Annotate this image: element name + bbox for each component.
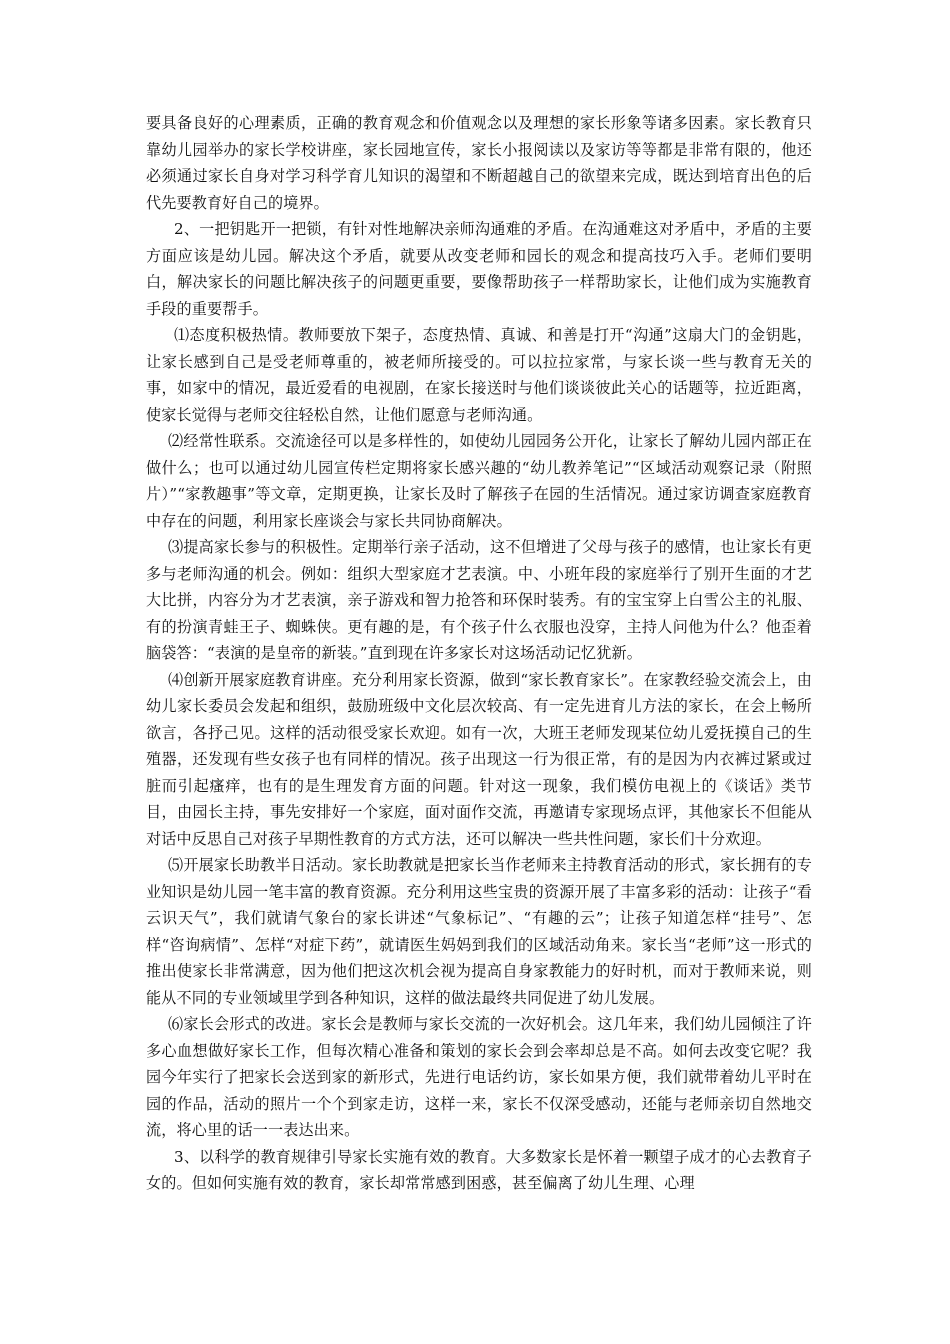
paragraph-item-6: ⑹家长会形式的改进。家长会是教师与家长交流的一次好机会。这几年来，我们幼儿园倾注了许多心血想做好家长工作，但每次精心准备和策划的家长会到会率却总是不高。如何去改变它呢？我园今年实行了把家长会送到家的新形式，先进行电话约访，家长如果方便，我们就带着幼儿平时在园的作品，活动的照片一个个到家走访，这样一来，家长不仅深受感动，还能与老师亲切自然地交流，将心里的话一一表达出来。 [146,1015,812,1139]
paragraph-item-2: ⑵经常性联系。交流途径可以是多样性的，如使幼儿园园务公开化，让家长了解幼儿园内部正在做什么；也可以通过幼儿园宣传栏定期将家长感兴趣的“幼儿教养笔记”“区域活动观察记录（附照片）”“家教趣事”等文章，定期更换，让家长及时了解孩子在园的生活情况。通过家访调查家庭教育中存在的问题，利用家长座谈会与家长共同协商解决。 [146,432,812,530]
paragraph-item-4: ⑷创新开展家庭教育讲座。充分利用家长资源，做到“家长教育家长”。在家教经验交流会上，由幼儿家长委员会发起和组织，鼓励班级中文化层次较高、有一定先进育儿方法的家长，在会上畅所欲言，各抒己见。这样的活动很受家长欢迎。如有一次，大班王老师发现某位幼儿爱抚摸自己的生殖器，还发现有些女孩子也有同样的情况。孩子出现这一行为很正常，有的是因为内衣裤过紧或过脏而引起瘙痒，也有的是生理发育方面的问题。针对这一现象，我们模仿电视上的《谈话》类节目，由园长主持，事先安排好一个家庭，面对面作交流，再邀请专家现场点评，其他家长不但能从对话中反思自己对孩子早期性教育的方式方法，还可以解决一些共性问题，家长们十分欢迎。 [146,670,812,848]
paragraph-section-3: 3、以科学的教育规律引导家长实施有效的教育。大多数家长是怀着一颗望子成才的心去教育子女的。但如何实施有效的教育，家长却常常感到困惑，甚至偏离了幼儿生理、心理 [146,1147,812,1192]
paragraph-item-1: ⑴态度积极热情。教师要放下架子，态度热情、真诚、和善是打开“沟通”这扇大门的金钥匙，让家长感到自己是受老师尊重的，被老师所接受的。可以拉拉家常，与家长谈一些与教育无关的事，如家中的情况，最近爱看的电视剧，在家长接送时与他们谈谈彼此关心的话题等，拉近距离，使家长觉得与老师交往轻松自然，让他们愿意与老师沟通。 [146,326,812,424]
paragraph-item-5: ⑸开展家长助教半日活动。家长助教就是把家长当作老师来主持教育活动的形式，家长拥有的专业知识是幼儿园一笔丰富的教育资源。充分利用这些宝贵的资源开展了丰富多彩的活动：让孩子“看云识天气”，我们就请气象台的家长讲述“气象标记”、“有趣的云”；让孩子知道怎样“挂号”、怎样“咨询病情”、怎样“对症下药”，就请医生妈妈到我们的区域活动角来。家长当“老师”这一形式的推出使家长非常满意，因为他们把这次机会视为提高自身家教能力的好时机，而对于教师来说，则能从不同的专业领域里学到各种知识，这样的做法最终共同促进了幼儿发展。 [146,856,812,1007]
paragraph-section-2: 2、一把钥匙开一把锁，有针对性地解决亲师沟通难的矛盾。在沟通难这对矛盾中，矛盾的主要方面应该是幼儿园。解决这个矛盾，就要从改变老师和园长的观念和提高技巧入手。老师们要明白，解决家长的问题比解决孩子的问题更重要，要像帮助孩子一样帮助家长，让他们成为实施教育手段的重要帮手。 [146,220,812,318]
paragraph-intro-continuation: 要具备良好的心理素质，正确的教育观念和价值观念以及理想的家长形象等诸多因素。家长教育只靠幼儿园举办的家长学校讲座，家长园地宣传，家长小报阅读以及家访等等都是非常有限的，他还必须通过家长自身对学习科学育儿知识的渴望和不断超越自己的欲望来完成，既达到培育出色的后代先要教育好自己的境界。 [146,114,812,212]
document-body [146,110,812,1197]
paragraph-item-3: ⑶提高家长参与的积极性。定期举行亲子活动，这不但增进了父母与孩子的感情，也让家长有更多与老师沟通的机会。例如：组织大型家庭才艺表演。中、小班年段的家庭举行了别开生面的才艺大比拼，内容分为才艺表演，亲子游戏和智力抢答和环保时装秀。有的宝宝穿上白雪公主的礼服、有的扮演青蛙王子、蜘蛛侠。更有趣的是，有个孩子什么衣服也没穿，主持人问他为什么？他歪着脑袋答：“表演的是皇帝的新装。”直到现在许多家长对这场活动记忆犹新。 [146,538,812,662]
